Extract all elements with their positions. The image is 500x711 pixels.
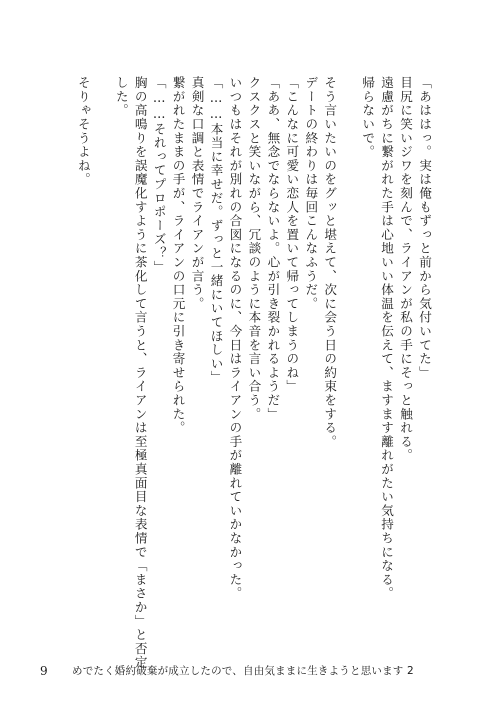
text-line: 目尻に笑いジワを刻んで、ライアンが私の手にそっと触れる。 bbox=[398, 76, 414, 463]
text-line: クスクスと笑いながら、冗談のように本音を言い合う。 bbox=[246, 76, 262, 421]
text-line: 真剣な口調と表情でライアンが言う。 bbox=[189, 76, 205, 311]
text-line: 「あははっ。実は俺もずっと前から気付いてた」 bbox=[417, 76, 432, 380]
text-line: 帰らないで。 bbox=[360, 76, 376, 159]
running-title: めでたく婚約破棄が成立したので、自由気ままに生きようと思います 2 bbox=[72, 665, 414, 677]
text-line: 胸の高鳴りを誤魔化すように茶化して言うと、ライアンは至極真面目な表情で「まさか」と否定 bbox=[132, 76, 148, 670]
text-line: 繋がれたままの手が、ライアンの口元に引き寄せられた。 bbox=[170, 76, 186, 435]
blank-line bbox=[335, 76, 354, 624]
page-number: 9 bbox=[40, 664, 48, 678]
text-line: そりゃそうよね。 bbox=[75, 76, 91, 187]
blank-line bbox=[89, 76, 108, 624]
vertical-text-block bbox=[70, 76, 432, 670]
text-line: 遠慮がちに繋がれた手は心地いい体温を伝えて、ますます離れがたい気持ちになる。 bbox=[379, 76, 395, 601]
text-line: 「こんなに可愛い恋人を置いて帰ってしまうのね」 bbox=[284, 76, 300, 394]
text-line: そう言いたいのをグッと堪えて、次に会う日の約束をする。 bbox=[322, 76, 338, 449]
text-line: 「ああ、無念でならないよ。心が引き裂かれるようだ」 bbox=[265, 76, 281, 421]
text-line: 「……本当に幸せだ。ずっと一緒にいてほしい」 bbox=[208, 76, 224, 385]
text-line: 「……それってプロポーズ？」 bbox=[151, 76, 167, 274]
text-line: デートの終わりは毎回こんなふうだ。 bbox=[303, 76, 319, 311]
text-line: いつもはそれが別れの合図になるのに、今日はライアンの手が離れていかなかった。 bbox=[227, 76, 243, 601]
text-line: した。 bbox=[113, 76, 129, 118]
page-footer bbox=[0, 661, 500, 681]
